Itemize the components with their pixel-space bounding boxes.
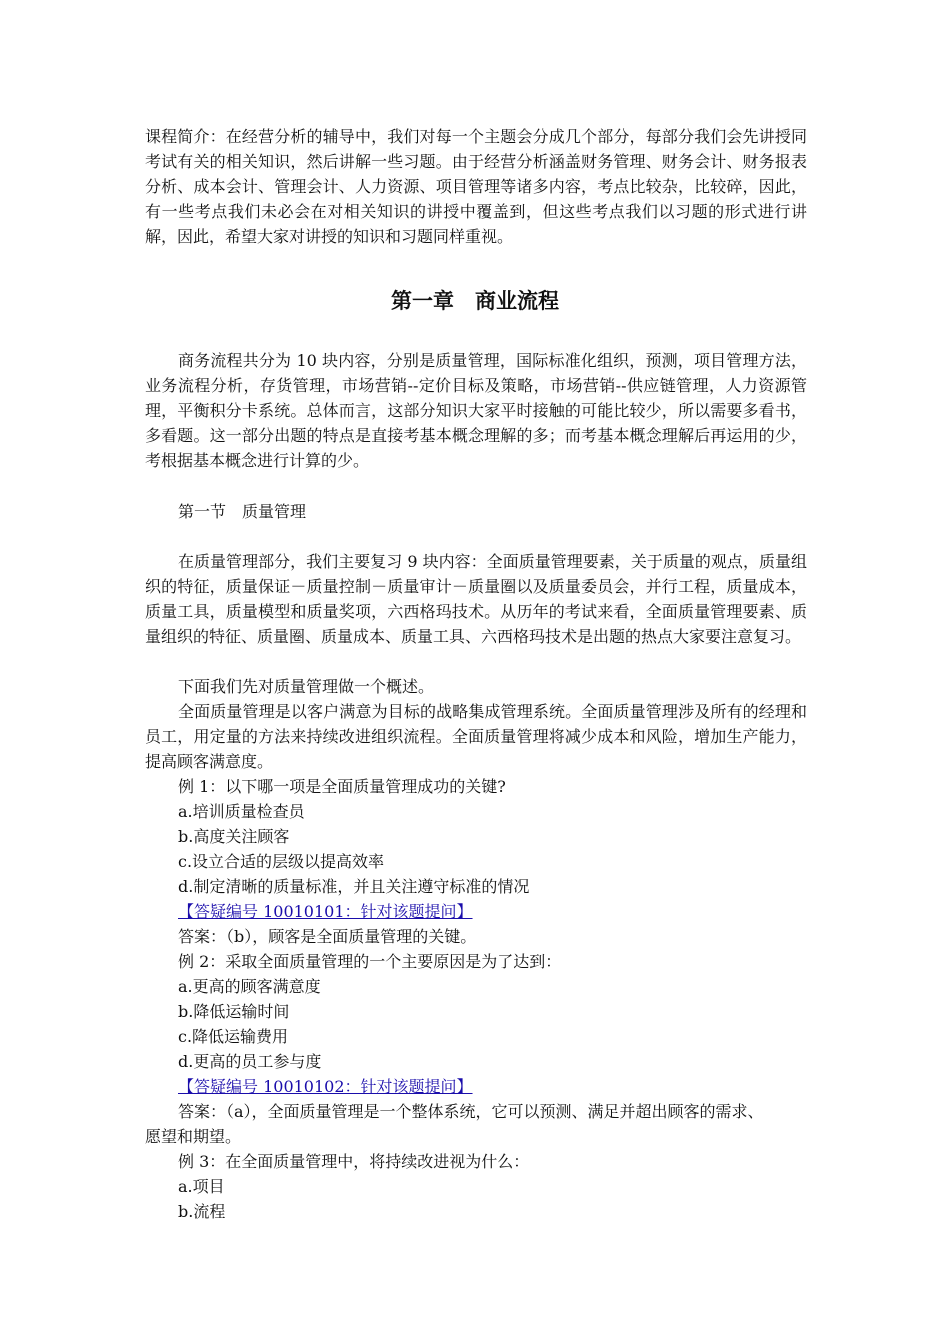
example-2-option-d: d.更高的员工参与度 [178, 1052, 322, 1071]
tqm-definition-paragraph: 全面质量管理是以客户满意为目标的战略集成管理系统。全面质量管理涉及所有的经理和员工，用定量的方法来持续改进组织流程。全面质量管理将减少成本和风险，增加生产能力，提高顾客满意度。 [145, 702, 807, 771]
example-2-option-c: c.降低运输费用 [178, 1027, 289, 1046]
example-2-question-link[interactable]: 【答疑编号 10010102：针对该题提问】 [178, 1077, 473, 1096]
example-2-answer-line-1: 答案：（a），全面质量管理是一个整体系统，它可以预测、满足并超出顾客的需求、 [178, 1102, 764, 1121]
example-3-option-b: b.流程 [178, 1202, 226, 1221]
section-title: 第一节 质量管理 [178, 502, 307, 521]
example-2-answer-line-2: 愿望和期望。 [145, 1127, 242, 1146]
overview-line: 下面我们先对质量管理做一个概述。 [178, 677, 435, 696]
example-1-option-d: d.制定清晰的质量标准，并且关注遵守标准的情况 [178, 877, 530, 896]
example-1-answer: 答案：（b），顾客是全面质量管理的关键。 [178, 927, 477, 946]
example-1-option-a: a.培训质量检查员 [178, 802, 305, 821]
example-1-question-link[interactable]: 【答疑编号 10010101：针对该题提问】 [178, 902, 473, 921]
example-3-option-a: a.项目 [178, 1177, 225, 1196]
example-1-question: 例 1：以下哪一项是全面质量管理成功的关键? [178, 777, 506, 796]
chapter-intro-paragraph: 商务流程共分为 10 块内容，分别是质量管理，国际标准化组织，预测，项目管理方法，业务流程分析，存货管理，市场营销--定价目标及策略，市场营销--供应链管理，人力资源管理，平衡积分卡系统。总体而言，这部分知识大家平时接触的可能比较少，所以需要多看书，多看题。这一部分出题的特点是直接考基本概念理解的多；而考基本概念理解后再运用的少，考根据基本概念进行计算的少。 [145, 351, 807, 470]
example-2-option-a: a.更高的顾客满意度 [178, 977, 321, 996]
course-intro-paragraph: 课程简介：在经营分析的辅导中，我们对每一个主题会分成几个部分，每部分我们会先讲授同考试有关的相关知识，然后讲解一些习题。由于经营分析涵盖财务管理、财务会计、财务报表分析、成本会计、管理会计、人力资源、项目管理等诸多内容，考点比较杂，比较碎，因此，有一些考点我们未必会在对相关知识的讲授中覆盖到，但这些考点我们以习题的形式进行讲解，因此，希望大家对讲授的知识和习题同样重视。 [145, 127, 807, 246]
example-2-option-b: b.降低运输时间 [178, 1002, 290, 1021]
example-1-option-b: b.高度关注顾客 [178, 827, 290, 846]
chapter-title: 第一章 商业流程 [391, 289, 559, 313]
section-intro-paragraph: 在质量管理部分，我们主要复习 9 块内容：全面质量管理要素，关于质量的观点，质量组织的特征，质量保证－质量控制－质量审计－质量圈以及质量委员会，并行工程，质量成本，质量工具，质量模型和质量奖项，六西格玛技术。从历年的考试来看，全面质量管理要素、质量组织的特征、质量圈、质量成本、质量工具、六西格玛技术是出题的热点大家要注意复习。 [145, 552, 807, 646]
example-1-option-c: c.设立合适的层级以提高效率 [178, 852, 385, 871]
example-3-question: 例 3：在全面质量管理中，将持续改进视为什么： [178, 1152, 530, 1171]
example-2-question: 例 2：采取全面质量管理的一个主要原因是为了达到： [178, 952, 562, 971]
